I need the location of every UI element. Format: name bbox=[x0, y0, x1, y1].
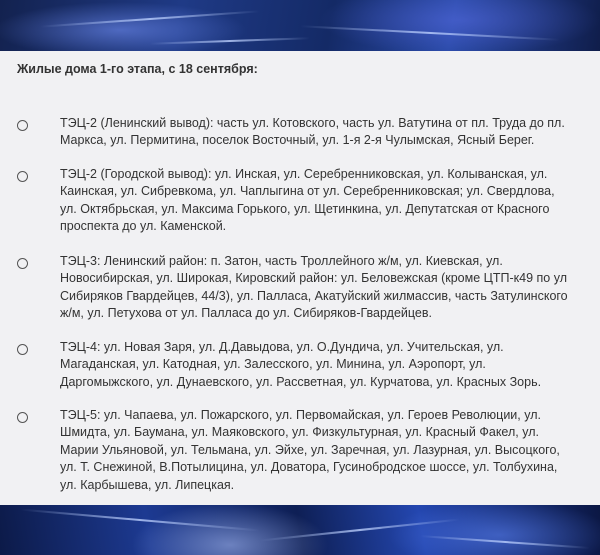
radio-bullet-icon bbox=[17, 412, 28, 423]
section-heading: Жилые дома 1-го этапа, с 18 сентября: bbox=[17, 62, 258, 76]
list-item-text: ТЭЦ-4: ул. Новая Заря, ул. Д.Давыдова, ул. О.Дундича, ул. Учительская, ул. Магаданская, ул. Катодная, ул. Залесского, ул. Минина, ул. Аэропорт, ул. Даргомыжского, ул. Дунаевского, ул. Рассветная, ул. Курчатова, ул. Красных Зорь. bbox=[60, 340, 542, 389]
list-item-text: ТЭЦ-3: Ленинский район: п. Затон, часть Троллейного ж/м, ул. Киевская, ул. Новосибирская, ул. Широкая, Кировский район: ул. Беловежская (кроме ЦТП-к49 по ул Сибиряков Гвардейцев, 44/3), ул. Палласа, Акатуйский жилмассив, часть Затулинского ж/м, ул. Петухова от ул. Палласа до ул. Сибиряков-Гвардейцев. bbox=[60, 254, 568, 321]
radio-bullet-icon bbox=[17, 344, 28, 355]
list-item-text: ТЭЦ-5: ул. Чапаева, ул. Пожарского, ул. Первомайская, ул. Героев Революции, ул. Шмидта, ул. Баумана, ул. Маяковского, ул. Физкультурная, ул. Красный Факел, ул. Марии Ульяновой, ул. Тельмана, ул. Эйхе, ул. Заречная, ул. Лазурная, ул. Высоцкого, ул. Т. Снежиной, В.Потылицина, ул. Доватора, Гусинобродское шоссе, ул. Толбухина, ул. Карбышева, ул. Липецкая. bbox=[60, 408, 560, 492]
radio-bullet-icon bbox=[17, 120, 28, 131]
article-content bbox=[0, 51, 600, 505]
list-item-text: ТЭЦ-2 (Городской вывод): ул. Инская, ул. Серебренниковская, ул. Колыванская, ул. Каинская, ул. Сибревкома, ул. Чаплыгина от ул. Серебренниковская; ул. Свердлова, ул. Октябрьская, ул. Максима Горького, ул. Щетинкина, ул. Депутатская от Красного проспекта до ул. Каменской. bbox=[60, 167, 555, 234]
list-item-text: ТЭЦ-2 (Ленинский вывод): часть ул. Котовского, часть ул. Ватутина от пл. Труда до пл. Маркса, ул. Пермитина, поселок Восточный, ул. 1-я 2-я Чулымская, Ясный Берег. bbox=[60, 116, 565, 148]
radio-bullet-icon bbox=[17, 258, 28, 269]
radio-bullet-icon bbox=[17, 171, 28, 182]
footer-banner-image bbox=[0, 505, 600, 555]
header-banner-image bbox=[0, 0, 600, 51]
